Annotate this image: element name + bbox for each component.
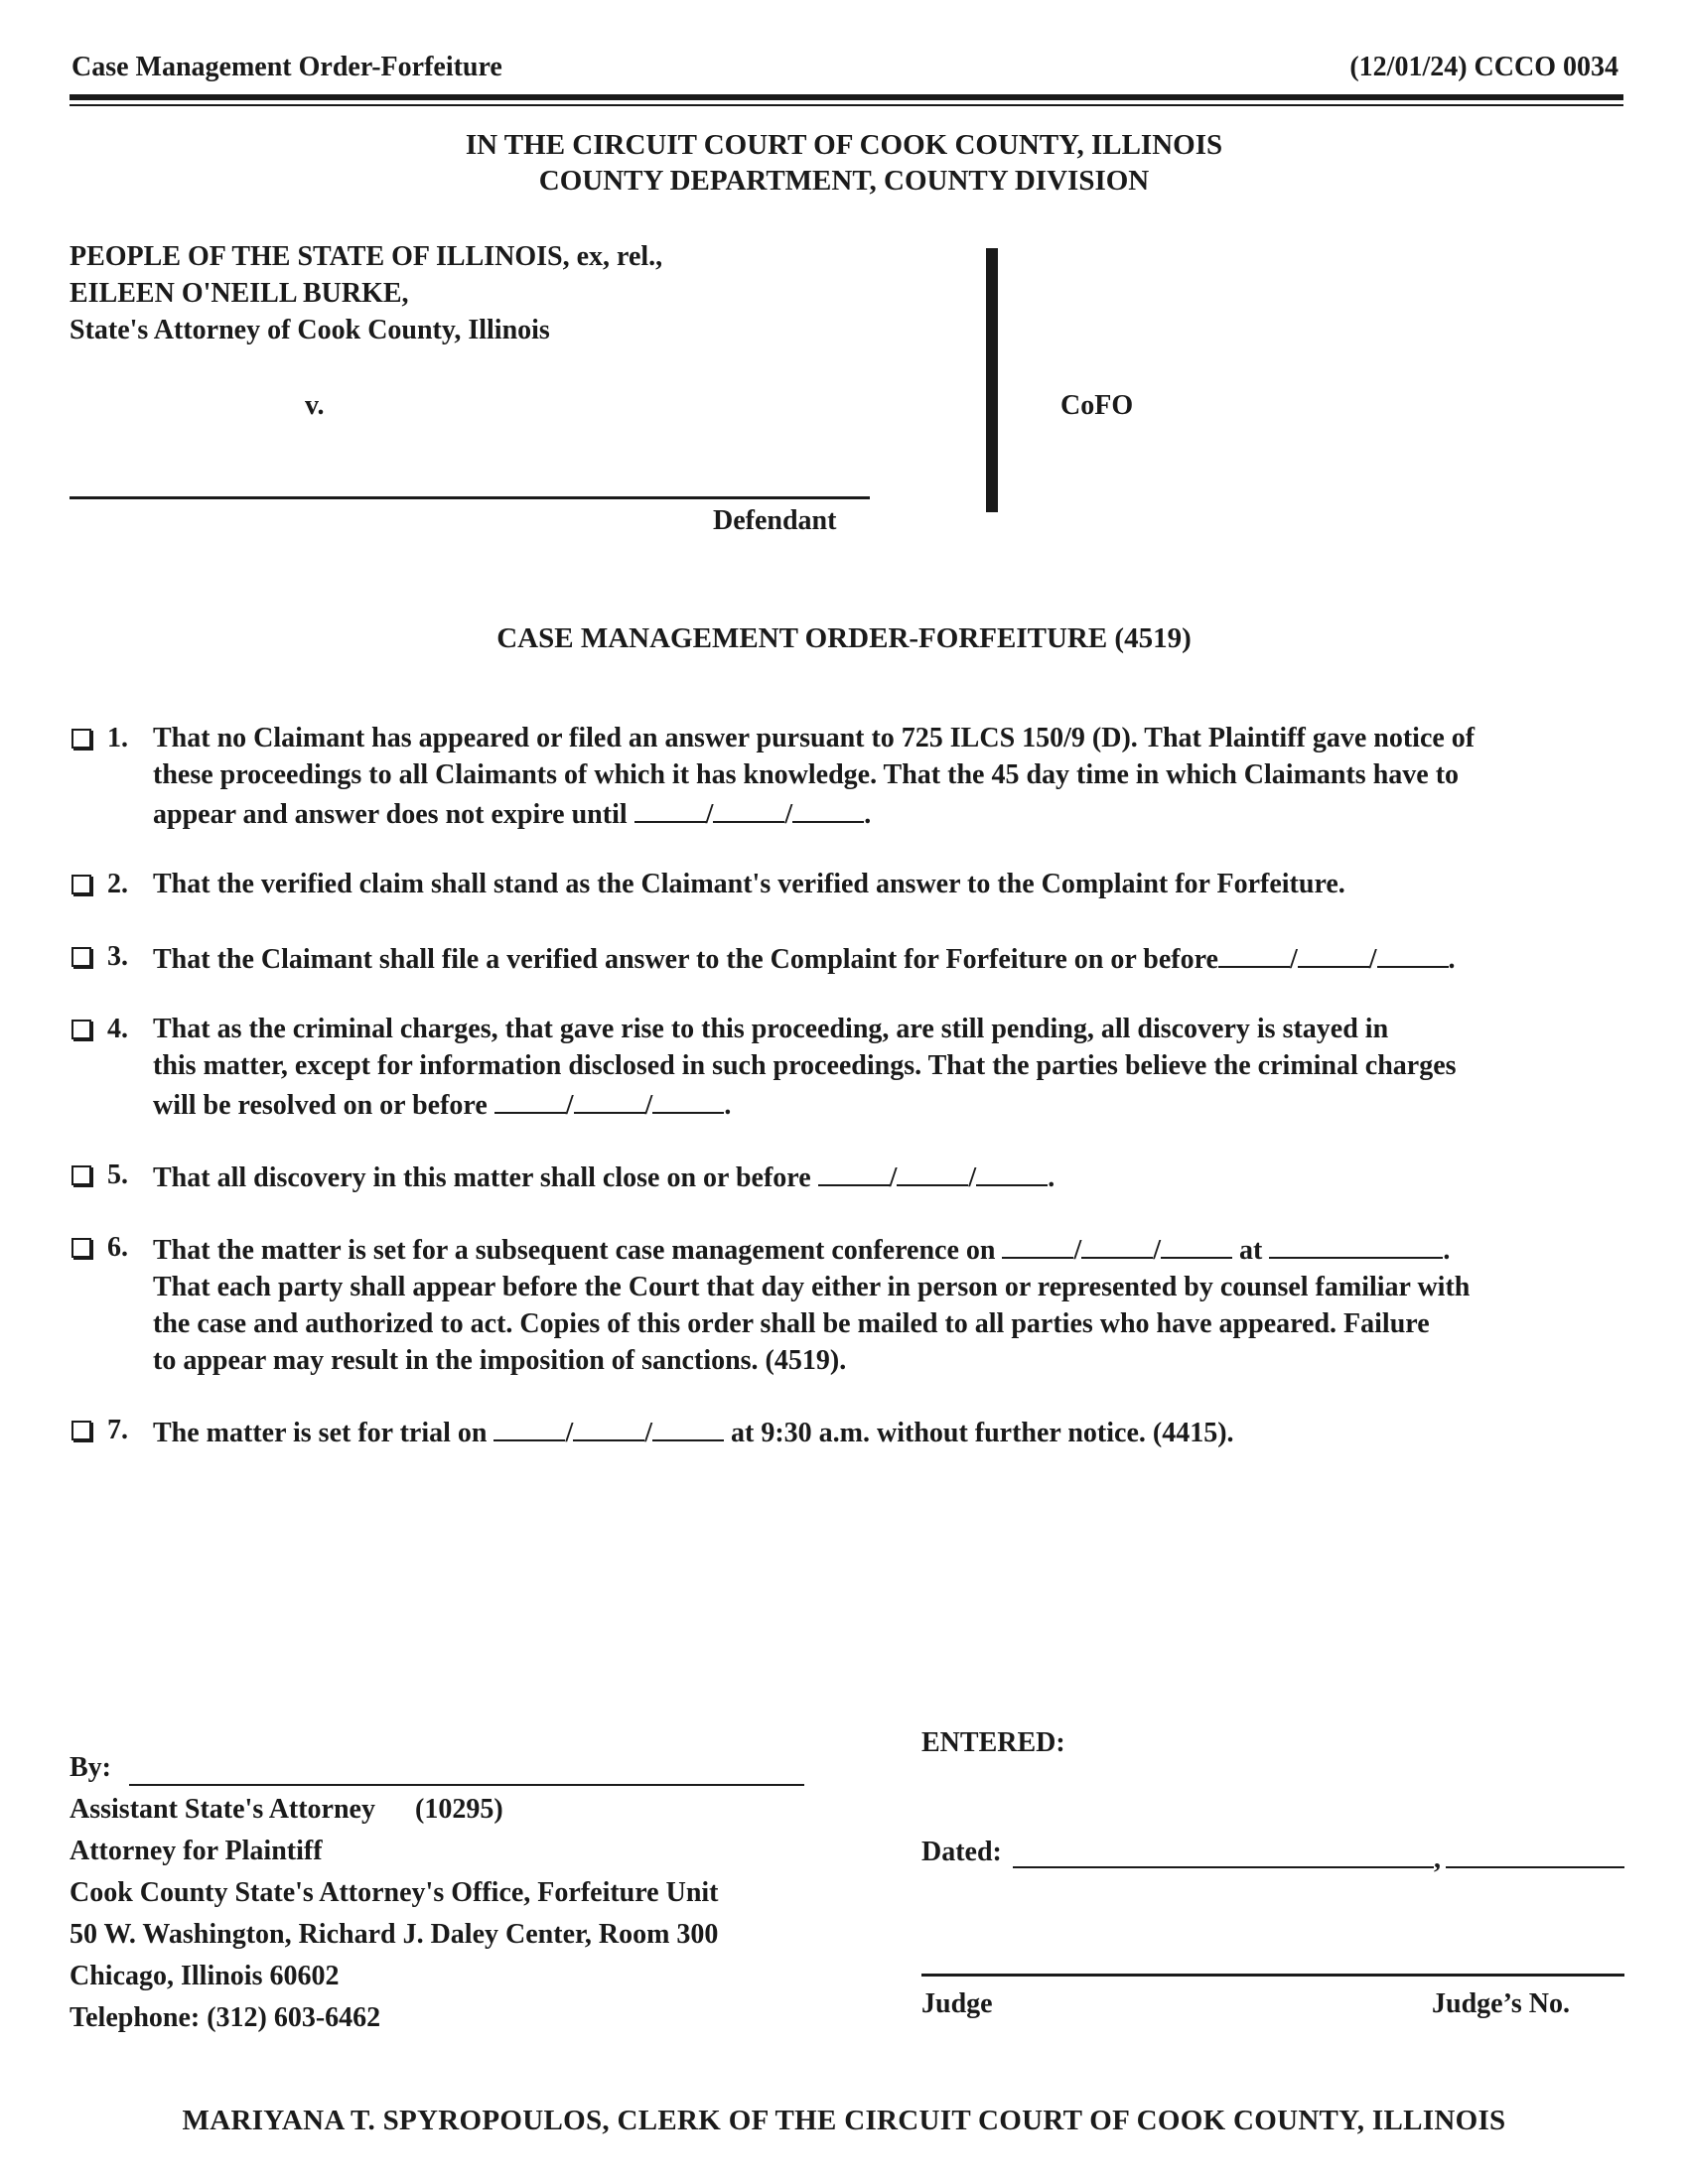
item-7-line-1-tail: at 9:30 a.m. without further notice. (4415). [731, 1418, 1234, 1448]
item-number: 7. [107, 1415, 128, 1445]
period: . [1048, 1162, 1055, 1193]
item-7-line-1 [153, 1412, 1632, 1451]
year-blank[interactable] [976, 1157, 1048, 1186]
month-blank[interactable] [494, 1084, 566, 1114]
item-text [153, 938, 1632, 978]
item-number: 4. [107, 1014, 128, 1044]
case-type: CoFO [1060, 390, 1134, 421]
item-6-line-2: That each party shall appear before the Court that day either in person or represented by counsel familiar with [153, 1272, 1471, 1302]
day-blank[interactable] [1298, 938, 1369, 968]
date-slash: / [1153, 1235, 1162, 1266]
item-1-line-2: these proceedings to all Claimants of which it has knowledge. That the 45 day time in which Claimants have to [153, 759, 1460, 790]
plaintiff-block [70, 238, 662, 348]
order-item-4 [71, 1011, 1630, 1121]
year-blank[interactable] [652, 1084, 724, 1114]
month-blank[interactable] [493, 1412, 565, 1441]
date-slash: / [968, 1162, 977, 1193]
attorney-city: Chicago, Illinois 60602 [70, 1961, 340, 1991]
attorney-block [70, 1789, 844, 2039]
at-label: at [1239, 1235, 1263, 1266]
asa-code: (10295) [415, 1794, 503, 1825]
item-4-line-2: this matter, except for information disclosed in such proceedings. That the parties believe the criminal charges [153, 1050, 1457, 1081]
checkbox-item-7[interactable] [71, 1421, 91, 1440]
form-title: Case Management Order-Forfeiture [71, 52, 502, 82]
year-blank[interactable] [792, 793, 864, 823]
form-code: (12/01/24) CCCO 0034 [1349, 52, 1618, 82]
dated-year-line[interactable] [1446, 1866, 1624, 1868]
order-title: CASE MANAGEMENT ORDER-FORFEITURE (4519) [496, 622, 1192, 654]
versus: v. [305, 390, 325, 421]
checkbox-item-1[interactable] [71, 729, 91, 749]
dated-comma: , [1434, 1843, 1441, 1874]
order-item-6 [71, 1229, 1630, 1376]
day-blank[interactable] [1081, 1229, 1153, 1259]
period: . [864, 799, 872, 830]
checkbox-item-3[interactable] [71, 947, 91, 967]
item-text [153, 1412, 1632, 1451]
court-department: COUNTY DEPARTMENT, COUNTY DIVISION [538, 165, 1150, 197]
date-slash: / [1073, 1235, 1082, 1266]
item-4-line-3 [153, 1084, 1632, 1124]
item-text [153, 866, 1632, 902]
entered-label: ENTERED: [921, 1727, 1065, 1758]
item-number: 6. [107, 1232, 128, 1263]
judge-label: Judge [921, 1988, 993, 2019]
court-name: IN THE CIRCUIT COURT OF COOK COUNTY, ILLINOIS [465, 129, 1223, 161]
item-6-line-4: to appear may result in the imposition of sanctions. (4519). [153, 1345, 847, 1376]
order-item-5 [71, 1157, 1630, 1193]
attorney-address: 50 W. Washington, Richard J. Daley Center, Room 300 [70, 1919, 719, 1950]
item-4-line-1: That as the criminal charges, that gave rise to this proceeding, are still pending, all discovery is stayed in [153, 1014, 1389, 1044]
judge-signature-line[interactable] [921, 1974, 1624, 1977]
header-rule-thin [70, 104, 1623, 106]
order-item-7 [71, 1412, 1630, 1448]
date-slash: / [565, 1090, 574, 1121]
checkbox-item-5[interactable] [71, 1165, 91, 1185]
item-6-line-1 [153, 1229, 1632, 1269]
date-slash: / [784, 799, 793, 830]
day-blank[interactable] [574, 1084, 645, 1114]
checkbox-item-6[interactable] [71, 1238, 91, 1258]
order-item-3 [71, 938, 1630, 975]
period: . [724, 1090, 732, 1121]
month-blank[interactable] [634, 793, 706, 823]
order-item-1 [71, 720, 1630, 830]
item-1-line-3 [153, 793, 1632, 833]
defendant-label: Defendant [713, 505, 837, 536]
item-7-line-1-text: The matter is set for trial on [153, 1418, 488, 1448]
month-blank[interactable] [1218, 938, 1290, 968]
date-slash: / [644, 1090, 653, 1121]
item-text [153, 1157, 1632, 1196]
period: . [1448, 944, 1456, 975]
dated-month-day-line[interactable] [1013, 1866, 1434, 1868]
dated-label: Dated: [921, 1837, 1002, 1867]
caption-divider [986, 248, 998, 512]
checkbox-item-2[interactable] [71, 875, 91, 894]
item-5-line-1-text: That all discovery in this matter shall close on or before [153, 1162, 811, 1193]
item-number: 5. [107, 1160, 128, 1190]
asa-title-line [70, 1789, 844, 1831]
attorney-office: Cook County State's Attorney's Office, Forfeiture Unit [70, 1877, 719, 1908]
attorney-role: Attorney for Plaintiff [70, 1836, 323, 1866]
date-slash: / [1368, 944, 1377, 975]
day-blank[interactable] [713, 793, 784, 823]
month-blank[interactable] [1002, 1229, 1073, 1259]
item-number: 2. [107, 869, 128, 899]
time-blank[interactable] [1269, 1229, 1443, 1259]
date-slash: / [705, 799, 714, 830]
order-item-2 [71, 866, 1630, 902]
item-3-line-1 [153, 938, 1632, 978]
item-text [153, 1229, 1632, 1379]
item-number: 3. [107, 941, 128, 972]
by-label: By: [70, 1752, 111, 1783]
item-6-line-1-text: That the matter is set for a subsequent case management conference on [153, 1235, 996, 1266]
judge-number-label: Judge’s No. [1432, 1988, 1570, 2019]
item-3-line-1-text: That the Claimant shall file a verified answer to the Complaint for Forfeiture on or before [153, 944, 1218, 975]
date-slash: / [1289, 944, 1298, 975]
year-blank[interactable] [1377, 938, 1449, 968]
year-blank[interactable] [1161, 1229, 1232, 1259]
date-slash: / [644, 1418, 653, 1448]
header-rule-thick [70, 94, 1623, 100]
item-text [153, 1011, 1632, 1124]
month-blank[interactable] [818, 1157, 890, 1186]
defendant-name-field[interactable] [70, 496, 870, 499]
year-blank[interactable] [652, 1412, 724, 1441]
item-5-line-1 [153, 1157, 1632, 1196]
item-6-line-3: the case and authorized to act. Copies of this order shall be mailed to all parties who have appeared. Failure [153, 1308, 1430, 1339]
asa-signature-line[interactable] [129, 1784, 804, 1786]
item-4-line-3-text: will be resolved on or before [153, 1090, 488, 1121]
date-slash: / [889, 1162, 898, 1193]
asa-title: Assistant State's Attorney [70, 1794, 375, 1825]
plaintiff-line-3: State's Attorney of Cook County, Illinois [70, 315, 550, 345]
plaintiff-line-2: EILEEN O'NEILL BURKE, [70, 278, 409, 309]
item-1-line-1: That no Claimant has appeared or filed an answer pursuant to 725 ILCS 150/9 (D). That Plaintiff gave notice of [153, 723, 1476, 753]
date-slash: / [565, 1418, 574, 1448]
plaintiff-line-1: PEOPLE OF THE STATE OF ILLINOIS, ex, rel., [70, 241, 663, 272]
day-blank[interactable] [897, 1157, 968, 1186]
clerk-footer: MARIYANA T. SPYROPOULOS, CLERK OF THE CIRCUIT COURT OF COOK COUNTY, ILLINOIS [182, 2105, 1506, 2136]
item-number: 1. [107, 723, 128, 753]
item-2-line-1: That the verified claim shall stand as the Claimant's verified answer to the Complaint for Forfeiture. [153, 869, 1345, 899]
day-blank[interactable] [573, 1412, 644, 1441]
period: . [1443, 1235, 1451, 1266]
checkbox-item-4[interactable] [71, 1020, 91, 1039]
attorney-phone: Telephone: (312) 603-6462 [70, 2002, 381, 2033]
item-text [153, 720, 1632, 833]
item-1-line-3-text: appear and answer does not expire until [153, 799, 628, 830]
